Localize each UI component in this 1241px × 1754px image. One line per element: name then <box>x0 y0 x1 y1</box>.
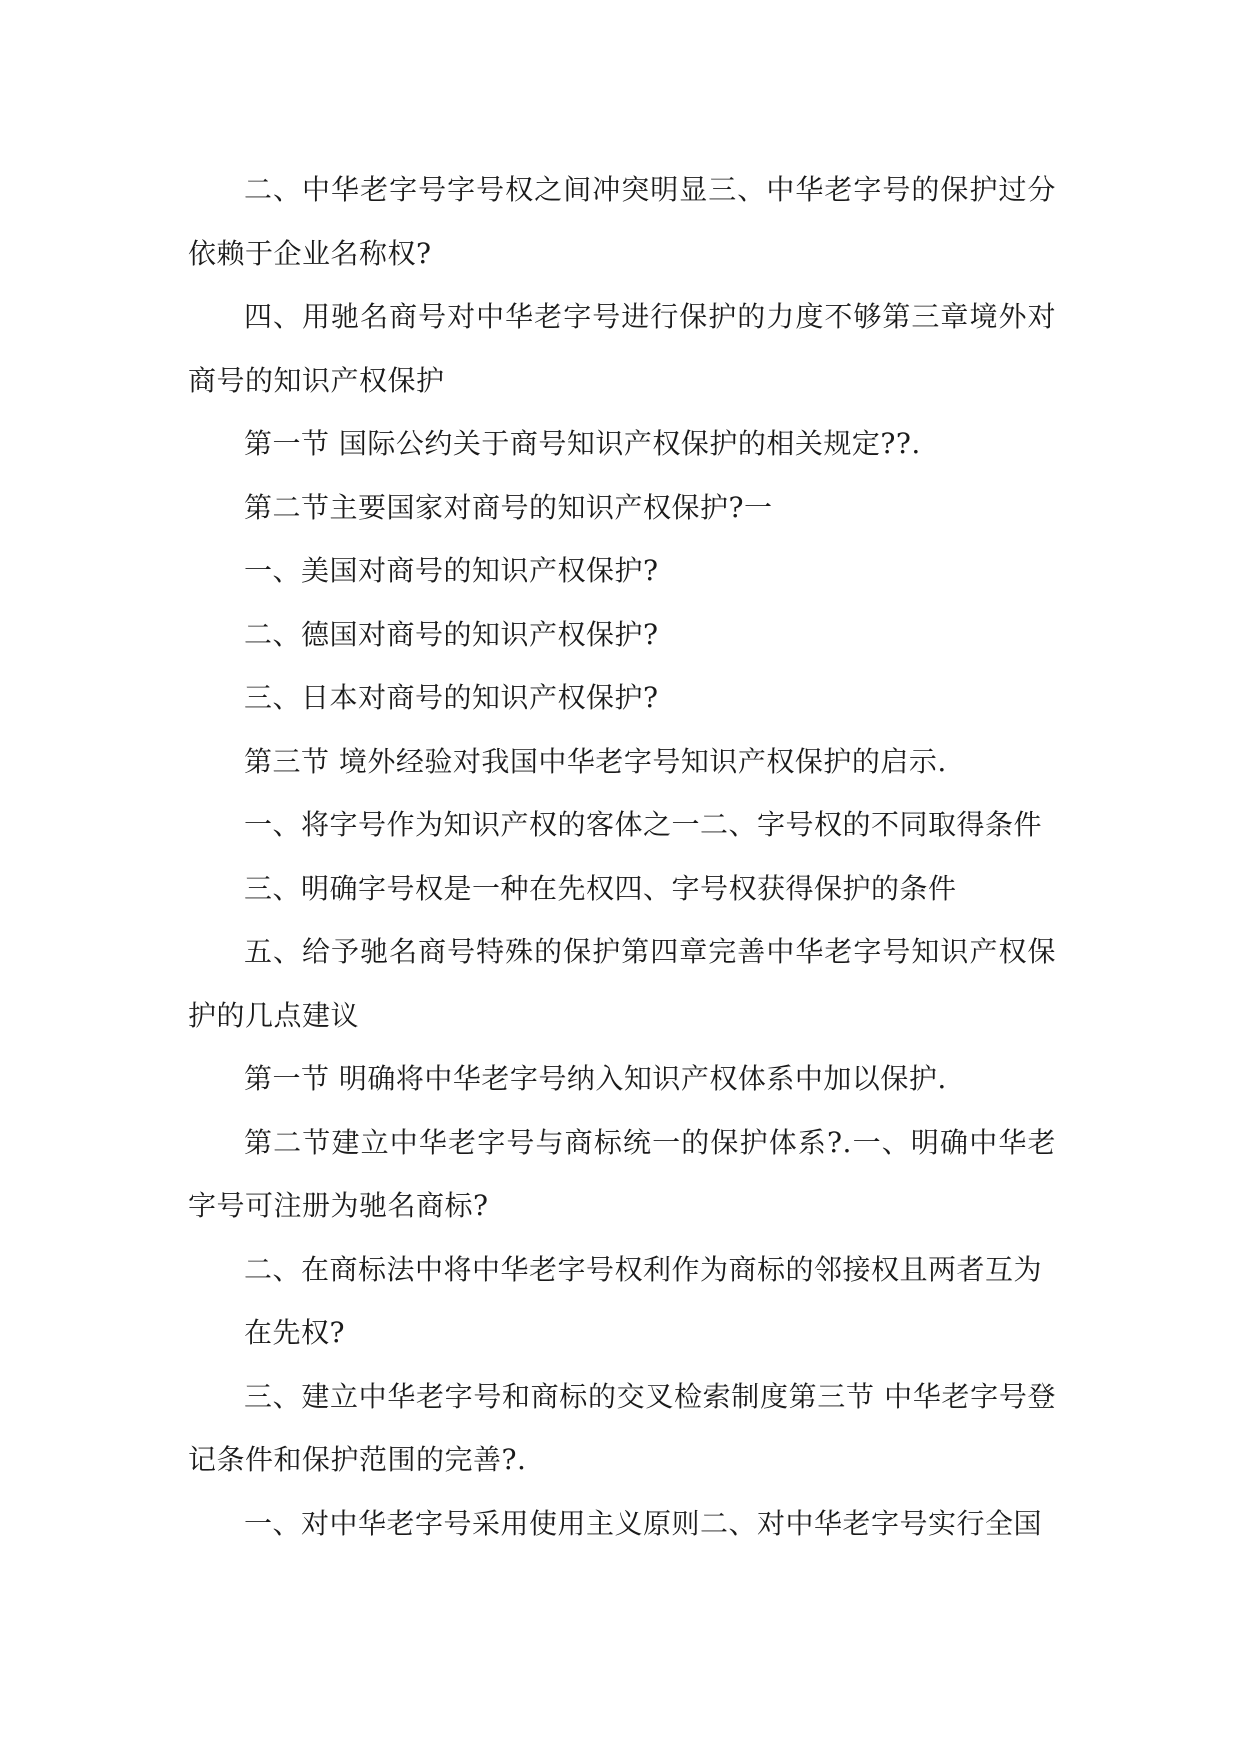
paragraph: 一、对中华老字号采用使用主义原则二、对中华老字号实行全国 <box>244 1506 1043 1540</box>
paragraph: 五、给予驰名商号特殊的保护第四章完善中华老字号知识产权保护的几点建议 <box>188 935 1056 1032</box>
paragraph: 二、德国对商号的知识产权保护? <box>244 617 659 651</box>
paragraph: 三、日本对商号的知识产权保护? <box>244 681 659 714</box>
paragraph: 一、美国对商号的知识产权保护? <box>244 554 659 587</box>
paragraph: 二、在商标法中将中华老字号权利作为商标的邻接权且两者互为 <box>244 1252 1043 1286</box>
paragraph: 在先权? <box>244 1316 346 1349</box>
paragraph: 一、将字号作为知识产权的客体之一二、字号权的不同取得条件 <box>244 808 1043 841</box>
paragraph: 四、用驰名商号对中华老字号进行保护的力度不够第三章境外对商号的知识产权保护 <box>188 300 1056 397</box>
paragraph: 第一节 国际公约关于商号知识产权保护的相关规定??. <box>244 427 921 460</box>
paragraph: 第二节主要国家对商号的知识产权保护?一 <box>244 490 773 524</box>
paragraph: 第二节建立中华老字号与商标统一的保护体系?.一、明确中华老字号可注册为驰名商标? <box>188 1125 1056 1222</box>
paragraph: 第一节 明确将中华老字号纳入知识产权体系中加以保护. <box>244 1062 947 1095</box>
paragraph: 二、中华老字号字号权之间冲突明显三、中华老字号的保护过分依赖于企业名称权? <box>188 173 1056 270</box>
paragraph: 三、明确字号权是一种在先权四、字号权获得保护的条件 <box>244 871 957 905</box>
paragraph: 第三节 境外经验对我国中华老字号知识产权保护的启示. <box>244 744 947 778</box>
paragraph: 三、建立中华老字号和商标的交叉检索制度第三节 中华老字号登记条件和保护范围的完善?. <box>188 1379 1056 1476</box>
document-body <box>188 158 1056 1555</box>
